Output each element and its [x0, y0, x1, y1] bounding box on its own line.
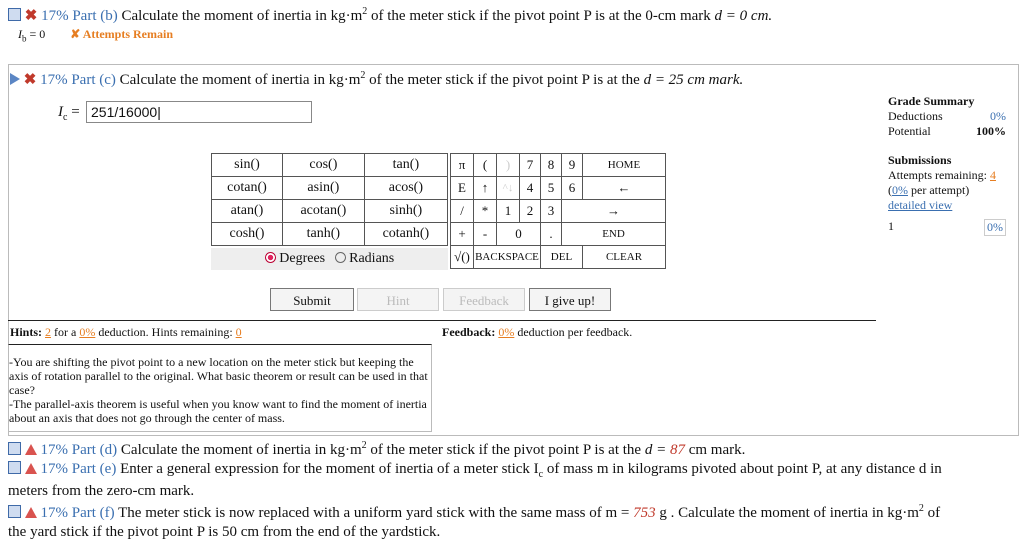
- part-c-header: [10, 70, 743, 89]
- fn-acos[interactable]: acos(): [364, 177, 447, 200]
- part-f-line2: the yard stick if the pivot point P is 50 cm from the end of the yardstick.: [8, 524, 441, 540]
- fn-cotanh[interactable]: cotanh(): [364, 223, 447, 246]
- answer-input[interactable]: 251/16000|: [86, 101, 312, 123]
- fn-sinh[interactable]: sinh(): [364, 200, 447, 223]
- function-keypad: [211, 153, 448, 246]
- submission-row-value: 0%: [984, 219, 1006, 236]
- fn-tanh[interactable]: tanh(): [282, 223, 364, 246]
- part-b-percent: 17%: [41, 8, 69, 24]
- fn-asin[interactable]: asin(): [282, 177, 364, 200]
- attempts-remain-status: ✘ Attempts Remain: [70, 27, 174, 41]
- hint-button[interactable]: Hint: [357, 288, 439, 311]
- radians-label: Radians: [349, 251, 395, 266]
- attempts-remaining: Attempts remaining: 4: [888, 168, 996, 182]
- part-e-header: 17% Part (e) Enter a general expression for the moment of inertia of a meter stick $I_c$ of mass m in kilograms pivoted about point P, at any distance d in: [8, 461, 942, 480]
- hints-divider: [8, 320, 876, 321]
- hints-summary: Hints: 2 for a 0% deduction. Hints remaining: 0: [10, 325, 242, 339]
- part-f-header: 17% Part (f) The meter stick is now replaced with a uniform yard stick with the same mass of m = 753 g . Calculate the moment of inertia in $kg\cdot m^2$ of: [8, 503, 940, 522]
- grade-summary-title: Grade Summary: [888, 94, 975, 108]
- key-right-arrow[interactable]: →: [562, 200, 666, 223]
- warning-icon: [25, 463, 37, 474]
- collapse-icon[interactable]: [8, 461, 21, 474]
- expand-arrow-icon[interactable]: [10, 73, 20, 85]
- degrees-radio[interactable]: [265, 252, 276, 263]
- hint-1: -You are shifting the pivot point to a new location on the meter stick but keeping the axis of rotation parallel to the original. What basic theorem or result can be used in that case?: [9, 355, 428, 397]
- part-b-label: Part (b): [72, 8, 118, 24]
- hints-list: [8, 344, 432, 432]
- submit-button[interactable]: Submit: [270, 288, 354, 311]
- key-2[interactable]: 2: [520, 200, 541, 223]
- part-b-header: [8, 6, 772, 25]
- key-rparen[interactable]: ): [497, 154, 520, 177]
- part-c-text: Calculate the moment of inertia in $kg\cdot m^2$ of the meter stick if the pivot point P is at the d = 25 cm mark.: [119, 70, 744, 88]
- part-d-header: 17% Part (d) Calculate the moment of inertia in $kg\cdot m^2$ of the meter stick if the pivot point P is at the d = 87 cm mark.: [8, 440, 745, 459]
- detailed-view-link[interactable]: detailed view: [888, 198, 953, 212]
- key-plus[interactable]: +: [451, 223, 474, 246]
- key-caret[interactable]: ^↓: [497, 177, 520, 200]
- collapse-icon[interactable]: [8, 505, 21, 518]
- feedback-summary: Feedback: 0% deduction per feedback.: [442, 325, 633, 339]
- degrees-label: Degrees: [279, 251, 326, 266]
- warning-icon: [25, 444, 37, 455]
- fn-tan[interactable]: tan(): [364, 154, 447, 177]
- deductions-value: 0%: [990, 109, 1006, 123]
- fn-atan[interactable]: atan(): [212, 200, 283, 223]
- deductions-label: Deductions: [888, 109, 943, 123]
- per-attempt: (0% per attempt): [888, 183, 970, 197]
- potential-label: Potential: [888, 124, 931, 138]
- submission-row-num: 1: [888, 219, 894, 233]
- part-b-answer: $I_b = 0$ ✘ Attempts Remain: [18, 27, 174, 44]
- key-minus[interactable]: -: [474, 223, 497, 246]
- numeric-keypad: [450, 153, 666, 269]
- fn-cotan[interactable]: cotan(): [212, 177, 283, 200]
- grade-summary: [888, 94, 1006, 236]
- key-left-arrow[interactable]: ←: [583, 177, 666, 200]
- fn-acotan[interactable]: acotan(): [282, 200, 364, 223]
- answer-label: $I_c$ =: [58, 104, 80, 123]
- key-7[interactable]: 7: [520, 154, 541, 177]
- radians-radio[interactable]: [335, 252, 346, 263]
- angle-mode: [211, 248, 448, 270]
- potential-value: 100%: [976, 124, 1006, 138]
- key-slash[interactable]: /: [451, 200, 474, 223]
- key-8[interactable]: 8: [541, 154, 562, 177]
- key-6[interactable]: 6: [562, 177, 583, 200]
- key-backspace[interactable]: BACKSPACE: [474, 246, 541, 269]
- fn-cosh[interactable]: cosh(): [212, 223, 283, 246]
- key-5[interactable]: 5: [541, 177, 562, 200]
- fn-cos[interactable]: cos(): [282, 154, 364, 177]
- key-star[interactable]: *: [474, 200, 497, 223]
- part-e-line2: meters from the zero-cm mark.: [8, 483, 195, 499]
- key-del[interactable]: DEL: [541, 246, 583, 269]
- wrong-x-icon: ✖: [23, 72, 37, 88]
- key-up[interactable]: ↑: [474, 177, 497, 200]
- give-up-button[interactable]: I give up!: [529, 288, 611, 311]
- key-home[interactable]: HOME: [583, 154, 666, 177]
- wrong-x-icon: ✖: [24, 8, 38, 24]
- feedback-button[interactable]: Feedback: [443, 288, 525, 311]
- key-dot[interactable]: .: [541, 223, 562, 246]
- key-3[interactable]: 3: [541, 200, 562, 223]
- key-9[interactable]: 9: [562, 154, 583, 177]
- part-c-label: Part (c): [71, 72, 116, 88]
- submissions-title: Submissions: [888, 153, 952, 167]
- key-1[interactable]: 1: [497, 200, 520, 223]
- key-lparen[interactable]: (: [474, 154, 497, 177]
- part-c-percent: 17%: [40, 72, 68, 88]
- key-e[interactable]: E: [451, 177, 474, 200]
- key-end[interactable]: END: [562, 223, 666, 246]
- key-clear[interactable]: CLEAR: [583, 246, 666, 269]
- warning-icon: [25, 507, 37, 518]
- collapse-icon[interactable]: [8, 442, 21, 455]
- hint-2: -The parallel-axis theorem is useful when you know want to find the moment of inertia about an axis that does not go through the center of mass.: [9, 397, 427, 425]
- collapse-icon[interactable]: [8, 8, 21, 21]
- key-pi[interactable]: π: [451, 154, 474, 177]
- key-0[interactable]: 0: [497, 223, 541, 246]
- key-4[interactable]: 4: [520, 177, 541, 200]
- part-b-text: Calculate the moment of inertia in $kg\cdot m^2$ of the meter stick if the pivot point P is at the 0-cm mark d = 0 cm.: [121, 6, 773, 24]
- key-sqrt[interactable]: √(): [451, 246, 474, 269]
- fn-sin[interactable]: sin(): [212, 154, 283, 177]
